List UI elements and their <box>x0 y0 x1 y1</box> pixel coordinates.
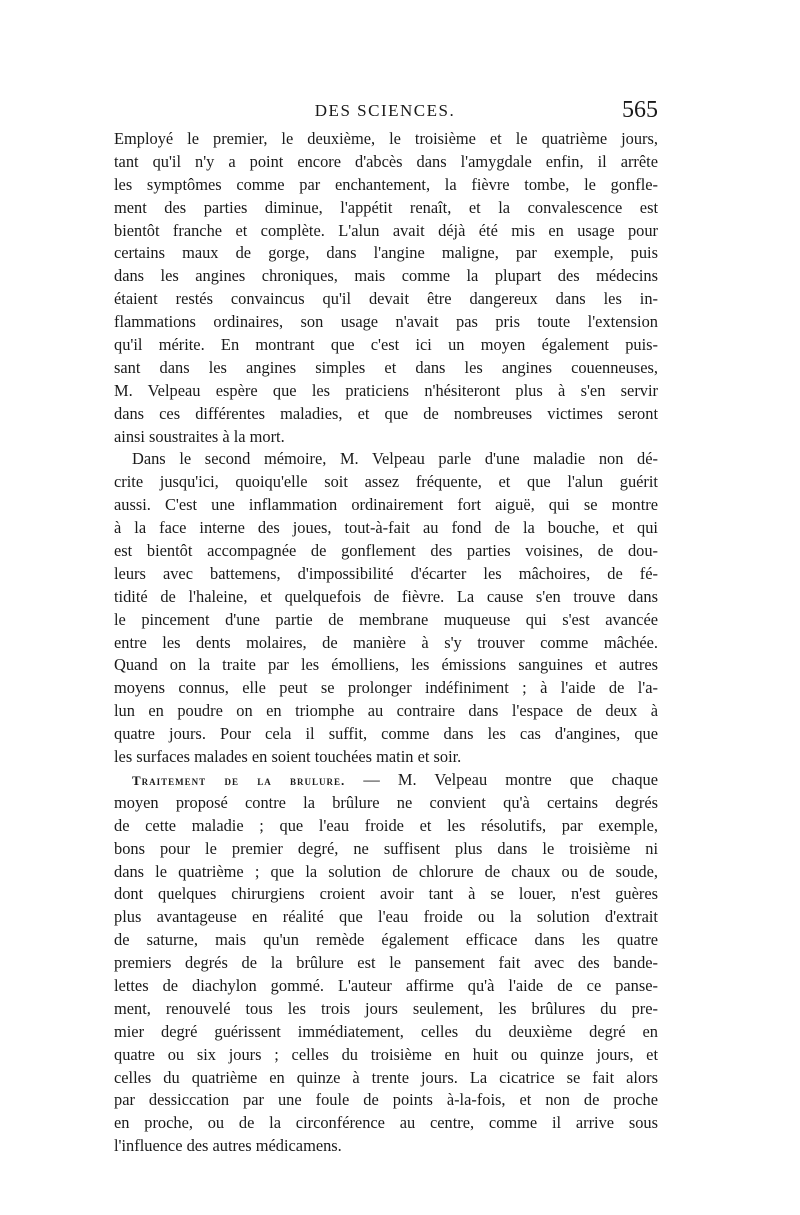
text-line: ment, renouvelé tous les trois jours seulement, les brûlures du pre- <box>114 998 658 1018</box>
text-line: mier degré guérissent immédiatement, celles du deuxième degré en <box>114 1021 658 1041</box>
page-number: 565 <box>622 97 658 123</box>
text-line: entre les dents molaires, de manière à s'y trouver comme mâchée. <box>114 632 658 652</box>
text-line: plus avantageuse en réalité que l'eau froide ou la solution d'extrait <box>114 907 658 927</box>
text-line: bientôt franche et complète. L'alun avait déjà été mis en usage pour <box>114 220 658 240</box>
heading-tail-text: — M. Velpeau montre que chaque <box>345 769 658 789</box>
text-line: ment des parties diminue, l'appétit renaît, et la convalescence est <box>114 197 658 217</box>
text-line: qu'il mérite. En montrant que c'est ici un moyen également puis- <box>114 335 658 355</box>
running-head <box>112 97 658 127</box>
text-line: quatre ou six jours ; celles du troisième en huit ou quinze jours, et <box>114 1044 658 1064</box>
text-line: les surfaces malades en soient touchées matin et soir. <box>114 747 462 767</box>
section-heading: Traitement de la brulure. <box>132 772 346 788</box>
text-line: bons pour le premier degré, ne suffisent plus dans le troisième ni <box>114 838 658 858</box>
text-line: étaient restés convaincus qu'il devait être dangereux dans les in- <box>114 289 658 309</box>
text-line: en proche, ou de la circonférence au centre, comme il arrive sous <box>114 1113 658 1133</box>
text-line: tant qu'il n'y a point encore d'abcès dans l'amygdale enfin, il arrête <box>114 151 658 171</box>
paragraph-1 <box>114 128 658 448</box>
text-line: à la face interne des joues, tout-à-fait au fond de la bouche, et qui <box>114 518 658 538</box>
text-line: Employé le premier, le deuxième, le troisième et le quatrième jours, <box>114 129 658 148</box>
section-heading-line <box>114 769 658 792</box>
text-line: moyen proposé contre la brûlure ne convient qu'à certains degrés <box>114 792 658 812</box>
running-title: DES SCIENCES. <box>314 101 456 120</box>
text-line: ainsi soustraites à la mort. <box>114 426 285 446</box>
text-line: les symptômes comme par enchantement, la fièvre tombe, le gonfle- <box>114 174 658 194</box>
text-line: crite jusqu'ici, quoiqu'elle soit assez fréquente, et que l'alun guérit <box>114 472 658 492</box>
body-text <box>114 128 658 1158</box>
text-line: de cette maladie ; que l'eau froide et les résolutifs, par exemple, <box>114 815 658 835</box>
text-line: par dessiccation par une foule de points à-la-fois, et non de proche <box>114 1090 658 1110</box>
text-line: lun en poudre on en triomphe au contraire dans l'espace de deux à <box>114 701 658 721</box>
text-line: moyens connus, elle peut se prolonger indéfiniment ; à l'aide de l'a- <box>114 678 658 698</box>
text-line: est bientôt accompagnée de gonflement des parties voisines, de dou- <box>114 541 658 561</box>
paragraph-2 <box>114 448 658 768</box>
text-line: dans ces différentes maladies, et que de nombreuses victimes seront <box>114 403 658 423</box>
text-line: lettes de diachylon gommé. L'auteur affirme qu'à l'aide de ce panse- <box>114 975 658 995</box>
text-line: le pincement d'une partie de membrane muqueuse qui s'est avancée <box>114 609 658 629</box>
text-line: tidité de l'haleine, et quelquefois de fièvre. La cause s'en trouve dans <box>114 586 658 606</box>
text-line: de saturne, mais qu'un remède également efficace dans les quatre <box>114 930 658 950</box>
text-line: dont quelques chirurgiens croient avoir tant à se louer, n'est guères <box>114 884 658 904</box>
text-line: Quand on la traite par les émolliens, les émissions sanguines et autres <box>114 655 658 675</box>
paragraph-3 <box>114 769 658 1158</box>
text-line: flammations ordinaires, son usage n'avait pas pris toute l'extension <box>114 312 658 332</box>
text-line: dans les angines chroniques, mais comme la plupart des médecins <box>114 266 658 286</box>
text-line: Dans le second mémoire, M. Velpeau parle d'une maladie non dé- <box>132 449 658 469</box>
text-line: l'influence des autres médicamens. <box>114 1136 342 1156</box>
text-line: premiers degrés de la brûlure est le pansement fait avec des bande- <box>114 953 658 973</box>
text-line: celles du quatrième en quinze à trente jours. La cicatrice se fait alors <box>114 1067 658 1087</box>
text-line: certains maux de gorge, dans l'angine maligne, par exemple, puis <box>114 243 658 263</box>
text-line: sant dans les angines simples et dans les angines couenneuses, <box>114 357 658 377</box>
text-line: leurs avec battemens, d'impossibilité d'écarter les mâchoires, de fé- <box>114 563 658 583</box>
text-line: quatre jours. Pour cela il suffit, comme dans les cas d'angines, que <box>114 724 658 744</box>
text-line: M. Velpeau espère que les praticiens n'hésiteront plus à s'en servir <box>114 380 658 400</box>
text-line: dans le quatrième ; que la solution de chlorure de chaux ou de soude, <box>114 861 658 881</box>
text-line: aussi. C'est une inflammation ordinairement fort aiguë, qui se montre <box>114 495 658 515</box>
